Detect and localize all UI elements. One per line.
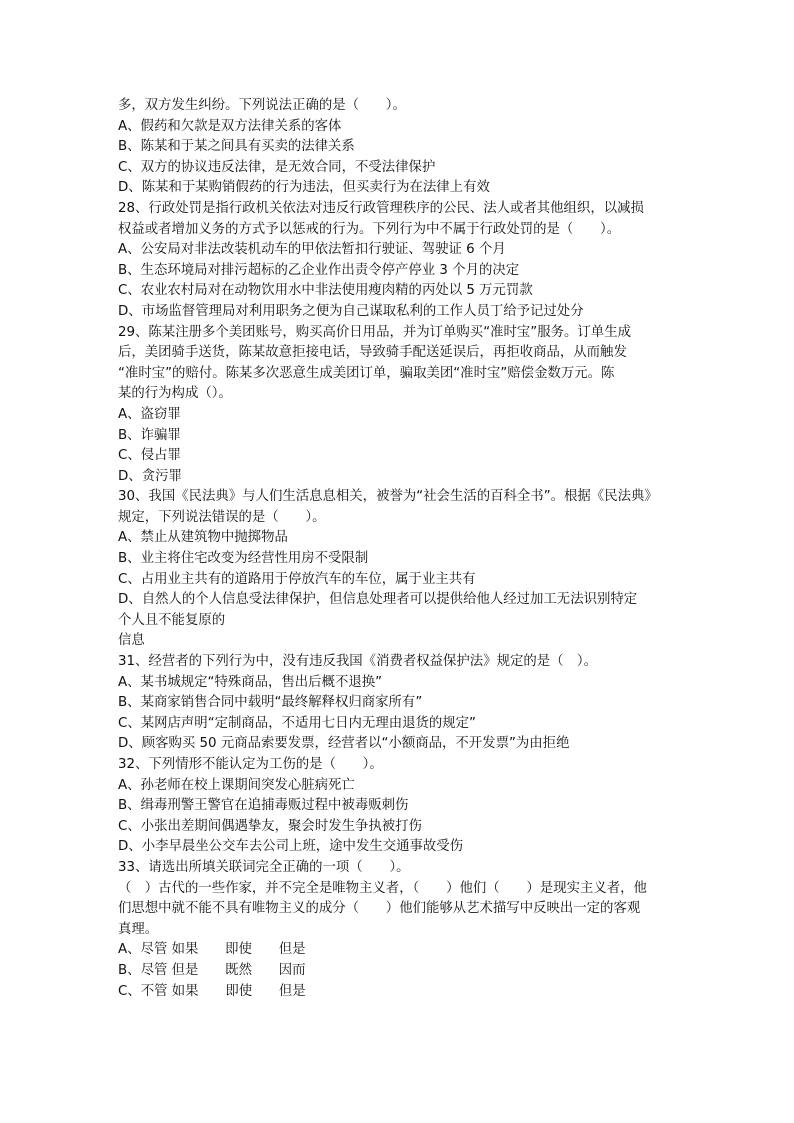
option-line: 个人且不能复原的: [118, 612, 226, 628]
question-29-line: “准时宝”的赔付。陈某多次恶意生成美团订单，骗取美团“准时宝”赔偿金数万元。陈: [118, 365, 615, 381]
option-line: D、市场监督管理局对利用职务之便为自己谋取私利的工作人员丁给予记过处分: [118, 303, 584, 319]
option-line: C、双方的协议违反法律，是无效合同，不受法律保护: [118, 159, 436, 175]
option-line: A、某书城规定“特殊商品，售出后概不退换”: [118, 674, 383, 690]
option-line: B、尽管 但是 既然 因而: [118, 962, 306, 978]
question-29-line: 某的行为构成（）。: [118, 386, 232, 402]
question-32-line: 32、下列情形不能认定为工伤的是（ ）。: [118, 757, 383, 772]
option-line: A、孙老师在校上课期间突发心脏病死亡: [118, 777, 355, 793]
option-line: C、占用业主共有的道路用于停放汽车的车位，属于业主共有: [118, 571, 476, 587]
option-line: B、业主将住宅改变为经营性用房不受限制: [118, 551, 369, 567]
document-body: [118, 96, 678, 1002]
option-line: B、陈某和于某之间具有买卖的法律关系: [118, 139, 355, 155]
option-line: D、贪污罪: [118, 468, 182, 484]
text-line: 多，双方发生纠纷。下列说法正确的是（ ）。: [118, 98, 406, 113]
option-line: B、某商家销售合同中载明“最终解释权归商家所有”: [118, 695, 423, 711]
option-line: D、顾客购买 50 元商品索要发票，经营者以“小额商品，不开发票”为由拒绝: [118, 736, 570, 752]
question-29-line: 后，美团骑手送货，陈某故意拒接电话，导致骑手配送延误后，再拒收商品，从而触发: [118, 345, 627, 361]
option-line: B、诈骗罪: [118, 427, 181, 443]
option-line: A、假药和欠款是双方法律关系的客体: [118, 118, 342, 134]
question-30-line: 规定，下列说法错误的是（ ）。: [118, 509, 326, 525]
option-line: C、侵占罪: [118, 448, 181, 464]
option-line: B、生态环境局对排污超标的乙企业作出责令停产停业 3 个月的决定: [118, 262, 520, 278]
question-33-line: （ ）古代的一些作家，并不完全是唯物主义者，（ ）他们（ ）是现实主义者，他: [118, 880, 647, 896]
option-line: 信息: [118, 633, 145, 649]
question-28-line: 28、行政处罚是指行政机关依法对违反行政管理秩序的公民、法人或者其他组织，以减损: [118, 200, 644, 216]
option-line: C、某网店声明“定制商品，不适用七日内无理由退货的规定”: [118, 715, 476, 731]
option-line: D、陈某和于某购销假药的行为违法，但买卖行为在法律上有效: [118, 180, 490, 196]
option-line: C、小张出差期间偶遇挚友，聚会时发生争执被打伤: [118, 818, 422, 834]
option-line: D、小李早晨坐公交车去公司上班，途中发生交通事故受伤: [118, 839, 464, 855]
option-line: A、尽管 如果 即使 但是: [118, 942, 306, 958]
question-29-line: 29、陈某注册多个美团账号，购买高价日用品，并为订单购买“准时宝”服务。订单生成: [118, 324, 631, 340]
question-33-line: 们思想中就不能不具有唯物主义的成分（ ）他们能够从艺术描写中反映出一定的客观: [118, 901, 641, 917]
question-31-line: 31、经营者的下列行为中，没有违反我国《消费者权益保护法》规定的是（ ）。: [118, 654, 598, 670]
option-line: C、不管 如果 即使 但是: [118, 983, 306, 999]
question-33-line: 真理。: [118, 921, 159, 937]
question-30-line: 30、我国《民法典》与人们生活息息相关，被誉为“社会生活的百科全书”。根据《民法典》: [118, 489, 658, 505]
option-line: B、缉毒刑警王警官在追捕毒贩过程中被毒贩刺伤: [118, 798, 409, 814]
option-line: A、禁止从建筑物中抛掷物品: [118, 530, 288, 546]
option-line: C、农业农村局对在动物饮用水中非法使用瘦肉精的丙处以 5 万元罚款: [118, 283, 533, 299]
option-line: D、自然人的个人信息受法律保护，但信息处理者可以提供给他人经过加工无法识别特定: [118, 592, 638, 608]
question-28-line: 权益或者增加义务的方式予以惩戒的行为。下列行为中不属于行政处罚的是（ ）。: [118, 221, 621, 237]
option-line: A、公安局对非法改装机动车的甲依法暂扣行驶证、驾驶证 6 个月: [118, 242, 506, 258]
option-line: A、盗窃罪: [118, 406, 181, 422]
question-33-line: 33、请选出所填关联词完全正确的一项（ ）。: [118, 859, 410, 875]
